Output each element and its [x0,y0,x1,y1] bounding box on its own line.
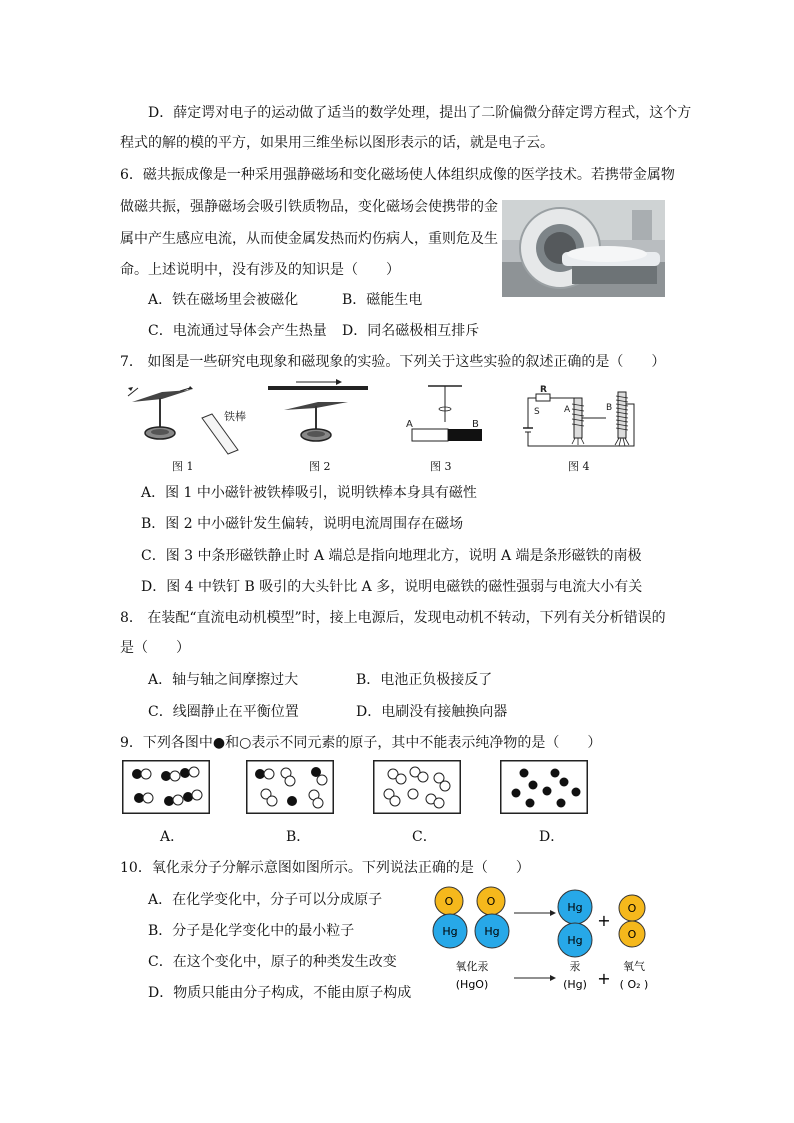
q7-figure-2 [268,378,368,453]
q6-stem-line2: 做磁共振，强静磁场会吸引铁质物品，变化磁场会使携带的金 [120,199,498,215]
o-atom-label: O [486,895,496,908]
o2-formula: ( O₂ ) [619,978,649,991]
o-atom-label: O [444,895,454,908]
q6-stem-line4: 命。上述说明中，没有涉及的知识是（ ） [120,262,400,278]
hg-atom-label: Hg [484,925,500,938]
q5-option-d-line1: D．薛定谔对电子的运动做了适当的数学处理，提出了二阶偏微分薛定谔方程式，这个方 [148,105,692,121]
q10-stem: 10．氧化汞分子分解示意图如图所示。下列说法正确的是（ ） [120,860,530,876]
q9-label-a: A． [160,829,185,845]
q8-option-b: B．电池正负极接反了 [356,672,493,688]
q10-option-a: A．在化学变化中，分子可以分成原子 [148,892,383,908]
hg-atom-label: Hg [567,934,583,947]
fig4-s-label: S [534,407,540,417]
hgo-formula: (HgO) [455,978,489,991]
hg-formula: (Hg) [563,978,587,991]
q9-box-b [246,760,334,814]
q10-option-b: B．分子是化学变化中的最小粒子 [148,923,355,939]
q9-label-b: B． [286,829,311,845]
iron-bar-label: 铁棒 [224,410,246,423]
hgo-decomposition-diagram [428,880,658,1000]
q7-stem: 7． 如图是一些研究电现象和磁现象的实验。下列关于这些实验的叙述正确的是（ ） [120,354,666,370]
q6-option-d: D．同名磁极相互排斥 [342,323,480,339]
q5-option-d-line2: 程式的解的模的平方，如果用三维坐标以图形表示的话，就是电子云。 [120,135,554,151]
q9-label-c: C． [412,829,437,845]
q8-stem-line2: 是（ ） [120,640,190,656]
plus-sign: + [597,969,611,988]
q8-stem-line1: 8． 在装配“直流电动机模型”时，接上电源后，发现电动机不转动，下列有关分析错误的 [120,610,666,626]
q6-stem-line1: 6．磁共振成像是一种采用强静磁场和变化磁场使人体组织成像的医学技术。若携带金属物 [120,167,675,183]
q9-box-c [373,760,461,814]
o-atom-label: O [627,902,637,915]
hg-atom-label: Hg [442,925,458,938]
o2-name: 氧气 [623,960,645,973]
fig3-b-label: B [472,419,479,430]
q7-figure-1 [120,378,250,453]
q10-option-c: C．在这个变化中，原子的种类发生改变 [148,954,397,970]
hg-atom-label: Hg [567,901,583,914]
q6-stem-line3: 属中产生感应电流，从而使金属发热而灼伤病人，重则危及生 [120,231,498,247]
q8-option-d: D．电刷没有接触换向器 [356,704,508,720]
hgo-name: 氧化汞 [455,960,489,973]
q6-option-b: B．磁能生电 [342,292,423,308]
fig3-a-label: A [406,419,413,430]
q7-option-a: A．图 1 中小磁针被铁棒吸引，说明铁棒本身具有磁性 [141,485,477,501]
o-atom-label: O [627,928,637,941]
q7-option-b: B．图 2 中小磁针发生偏转，说明电流周围存在磁场 [141,516,464,532]
q7-fig1-label: 图 1 [172,460,194,473]
q6-option-c: C．电流通过导体会产生热量 [148,323,327,339]
q6-option-a: A．铁在磁场里会被磁化 [148,292,299,308]
q7-figure-3 [400,384,492,454]
q9-label-d: D． [539,829,565,845]
q8-option-c: C．线圈静止在平衡位置 [148,704,299,720]
q7-option-d: D．图 4 中铁钉 B 吸引的大头针比 A 多，说明电磁铁的磁性强弱与电流大小有关 [141,579,643,595]
fig4-r-label: R [540,385,547,395]
q7-option-c: C．图 3 中条形磁铁静止时 A 端总是指向地理北方，说明 A 端是条形磁铁的南极 [141,548,642,564]
fig4-a-label: A [564,405,571,415]
q10-option-d: D．物质只能由分子构成，不能由原子构成 [148,985,412,1001]
q8-option-a: A．轴与轴之间摩擦过大 [148,672,299,688]
hg-name: 汞 [569,960,581,973]
q9-stem: 9．下列各图中●和○表示不同元素的原子，其中不能表示纯净物的是（ ） [120,735,602,751]
fig4-b-label: B [606,403,613,413]
q9-box-d [500,760,588,814]
q7-fig3-label: 图 3 [430,460,452,473]
q7-figure-4 [522,384,642,454]
mri-photo [502,200,665,297]
q7-fig4-label: 图 4 [568,460,590,473]
plus-sign: + [597,911,611,930]
q9-box-a [122,760,210,814]
q7-fig2-label: 图 2 [309,460,331,473]
